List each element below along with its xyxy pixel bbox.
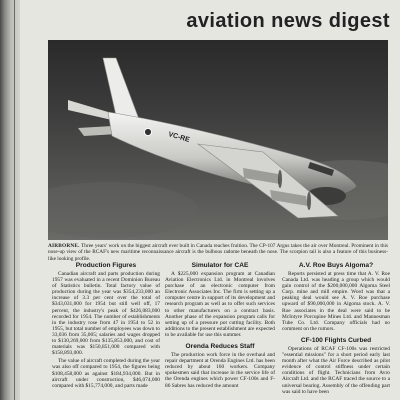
article-column-2: [165, 261, 275, 391]
article-heading-orenda-reduces-staff: Orenda Reduces Staff: [185, 343, 255, 351]
article-paragraph: Reports persisted at press time that A. V. Roe Canada Ltd. was heading a group which would gain control of the $200,000,000 Algoma Steel Corp. mine and mill empire. Word was that a peaking deal would see A. V. Roe purchase upward of $90,000,000 in Algoma stock. A. V. Roe associates in the deal were said to be McIntyre Porcupine Mines Ltd. and Mannesman Tube Co. Ltd. Company officials had no comment on the rumors.: [282, 271, 390, 332]
article-heading-production-figures: Production Figures: [75, 262, 137, 269]
binding-gutter: [0, 0, 20, 400]
article-heading-avroe-buys-algoma: A.V. Roe Buys Algoma?: [298, 262, 374, 269]
photo-caption: [48, 243, 388, 262]
article-column-1: [52, 261, 160, 391]
article-heading-simulator-for-cae: Simulator for CAE: [191, 262, 249, 269]
article-column-3: [282, 261, 390, 397]
aircraft-photo: [48, 40, 388, 240]
article-paragraph: A $225,000 expansion program at Canadian Aviation Electronics Ltd. in Montreal involves purchase of an electronic computer from Electronic Associates Inc. The firm is setting up a computer centre in support of its development and research program as well as to offer such services to other manufacturers on a contract basis. Another phase of the expansion program calls for setting up of a pressure pot cutting facility. Both additions to the present establishment are expected to be available for use this summer.: [165, 271, 275, 338]
article-paragraph: Operations of RCAF CF-100s was restricted "essential missions" for a short period early last month after what the Air Force described as pilot evidence of control stiffness under certain conditions of flight. Technicians from Avro Aircraft Ltd. and the RCAF traced the source to a universal bearing. Assembly of the offending part was said to have been: [282, 345, 390, 395]
aircraft-marking: VC-RE: [167, 131, 191, 144]
article-paragraph: The value of aircraft completed during the year was also off compared to 1954, the figures being $108,458,000 as against $184,934,000. But in aircraft under construction, $46,074,000 compared with $15,774,000, and parts made: [52, 358, 160, 389]
binding-spine-line: [14, 0, 15, 400]
article-paragraph: Canadian aircraft and parts production during 1957 was evaluated in a recent Dominion Bureau of Statistics bulletin. Total factory value of production during the year was $354,233,000 an increase of 3.3 per cent over the total of $343,031,000 for 1954 but still well off, 17 percent, the industry's peak of $426,083,000 recorded for 1954. The number of establishments in the industry rose from 47 in 1954 to 52 in 1955, but total number of employees was down to 33,036 from 35,005; salaries and wages dropped to $130,269,000 from $135,853,000, and cost of materials was $150,851,000 compared with $158,893,000.: [52, 271, 160, 357]
caption-lead: AIRBORNE.: [48, 243, 80, 249]
caption-text: Three years' work on the biggest aircraft ever built in Canada reaches fruition. The CP-107 Argus takes the air over Montreal. Prominent in this nose-up view of the RCAF's new maritime reconnaissance aircraft is the bulbous radome beneath the nose. The scorpion tail is also a feature of this business-like looking profile.: [48, 243, 389, 262]
masthead-title: aviation news digest: [186, 10, 390, 32]
article-heading-cf100-flights-curbed: CF-100 Flights Curbed: [300, 336, 372, 344]
article-paragraph: The production work force in the overhaul and repair department at Orenda Engines Ltd. has been reduced by about 160 workers. Company spokesmen said that increase in the service life of the Orenda engines which power CF-100s and F-86 Sabres has reduced the amount: [165, 352, 275, 389]
